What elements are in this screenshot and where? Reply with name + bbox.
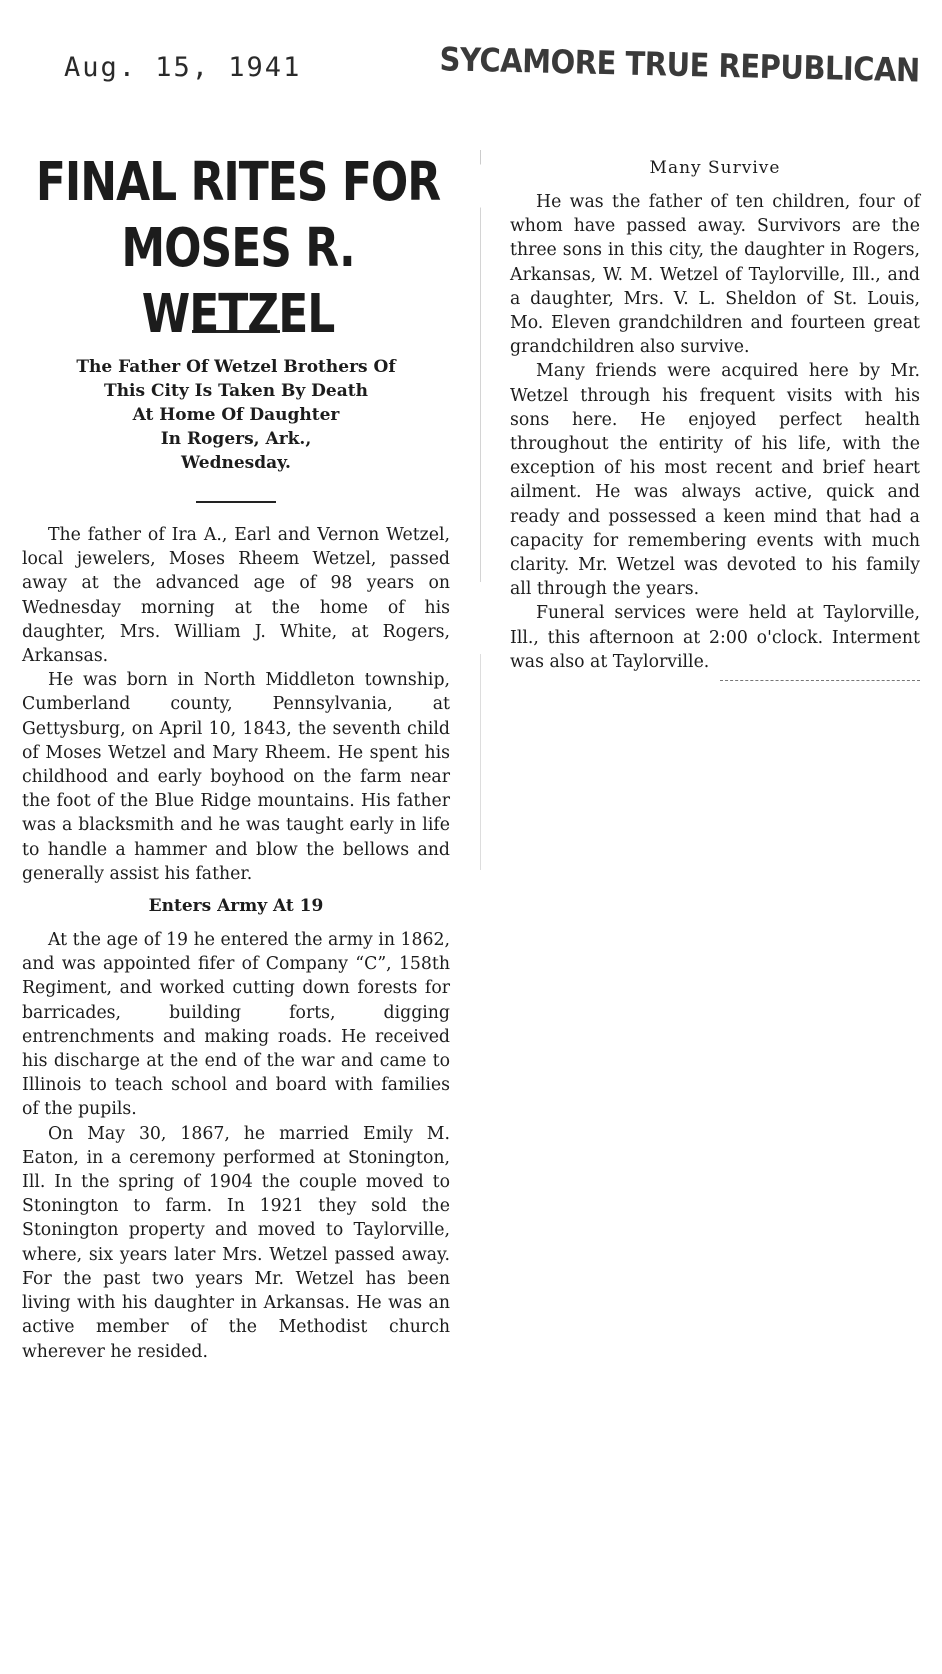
section-subhead: Many Survive (649, 158, 781, 178)
paragraph: The father of Ira A., Earl and Vernon Wetzel, local jewelers, Moses Rheem Wetzel, passed away at the advanced age of 98 years on Wednesday morning at the home of his daughter, Mrs. William J. White, at Rogers, Arkansas. (22, 525, 450, 667)
deck-line: This City Is Taken By Death (104, 381, 368, 401)
right-column (510, 150, 920, 681)
deck-line: At Home Of Daughter (132, 405, 340, 425)
end-rule (720, 680, 920, 681)
section-subhead: Enters Army At 19 (148, 896, 324, 917)
article-deck (32, 355, 440, 475)
column-divider (480, 150, 481, 870)
headline-line: MOSES R. WETZEL (121, 217, 355, 346)
paragraph: Many friends were acquired here by Mr. Wetzel through his frequent visits with his sons here. He enjoyed perfect health throughout the entirity of his life, with the exception of his most recent and brief heart ailment. He was always active, quick and ready and possessed a keen mind that had a capacity for remembering events with much clarity. Mr. Wetzel was devoted to his family all through the years. (510, 361, 920, 600)
paragraph: He was the father of ten children, four of whom have passed away. Survivors are the three sons in this city, the daughter in Rogers, Arkansas, W. M. Wetzel of Taylorville, Ill., and a daughter, Mrs. V. L. Sheldon of St. Louis, Mo. Eleven grandchildren and fourteen great grandchildren also survive. (510, 192, 920, 358)
clipping-date-stamp: Aug. 15, 1941 (64, 52, 302, 83)
paragraph: He was born in North Middleton township, Cumberland county, Pennsylvania, at Gettysburg, on April 10, 1843, the seventh child of Moses Wetzel and Mary Rheem. He spent his childhood and early boyhood on the farm near the foot of the Blue Ridge mountains. His father was a blacksmith and he was taught early in life to handle a hammer and blow the bellows and generally assist his father. (22, 670, 450, 884)
paragraph: On May 30, 1867, he married Emily M. Eaton, in a ceremony performed at Stonington, Ill. In the spring of 1904 the couple moved to Stonington to farm. In 1921 they sold the Stonington property and moved to Taylorville, where, six years later Mrs. Wetzel passed away. For the past two years Mr. Wetzel has been living with his daughter in Arkansas. He was an active member of the Methodist church wherever he resided. (22, 1123, 450, 1362)
deck-line: The Father Of Wetzel Brothers Of (76, 357, 396, 377)
left-column (22, 150, 450, 1364)
deck-line: In Rogers, Ark., (160, 429, 312, 449)
deck-rule (196, 501, 276, 503)
paragraph: At the age of 19 he entered the army in 1862, and was appointed fifer of Company “C”, 158th Regiment, and worked cutting down forests for barricades, building forts, digging entrenchments and making roads. He received his discharge at the end of the war and came to Illinois to teach school and board with families of the pupils. (22, 930, 450, 1120)
article-headline (22, 150, 450, 348)
newspaper-name-stamp: SYCAMORE TRUE REPUBLICAN (439, 40, 921, 90)
headline-line: FINAL RITES FOR (35, 151, 441, 214)
paragraph: Funeral services were held at Taylorville, Ill., this afternoon at 2:00 o'clock. Interment was also at Taylorville. (510, 603, 920, 672)
deck-line: Wednesday. (181, 453, 291, 473)
